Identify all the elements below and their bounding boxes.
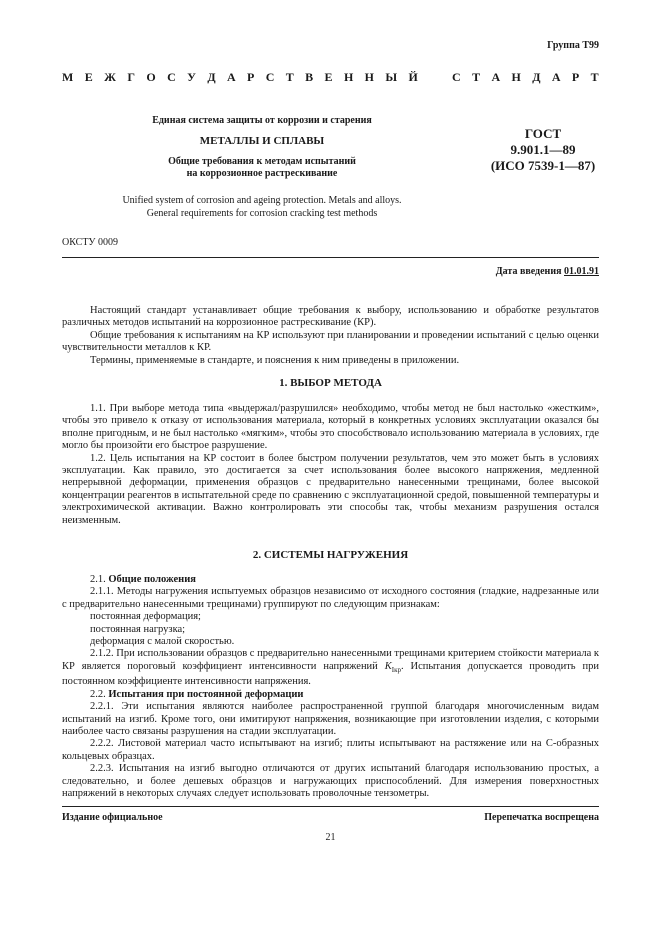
title-block bbox=[62, 114, 462, 220]
metals-title: МЕТАЛЛЫ И СПЛАВЫ bbox=[199, 135, 325, 147]
banner-letter: А bbox=[551, 70, 561, 84]
okstu-code: ОКСТУ 0009 bbox=[62, 237, 119, 248]
introduction-date bbox=[496, 266, 599, 277]
gost-number-block bbox=[478, 126, 608, 174]
banner-letter: С bbox=[167, 70, 176, 84]
clause-2-1-heading bbox=[62, 574, 599, 586]
banner-letter: Д bbox=[532, 70, 541, 84]
subtitle-line-1: Общие требования к методам испытаний bbox=[168, 156, 356, 167]
english-line-1: Unified system of corrosion and ageing protection. Metals and alloys. bbox=[122, 195, 402, 206]
banner-letter: Е bbox=[324, 70, 333, 84]
reprint-prohibited: Перепечатка воспрещена bbox=[484, 812, 599, 823]
banner-letter: М bbox=[62, 70, 74, 84]
header-divider bbox=[62, 257, 599, 258]
english-line-2: General requirements for corrosion cracking test methods bbox=[146, 208, 378, 219]
section-2-body bbox=[62, 574, 599, 800]
page-number: 21 bbox=[325, 832, 336, 843]
banner-letter: Т bbox=[590, 70, 599, 84]
banner-letter: Н bbox=[364, 70, 374, 84]
clause-2-2-title: Испытания при постоянной деформации bbox=[108, 688, 304, 700]
banner-letter: Р bbox=[247, 70, 255, 84]
banner-letter: А bbox=[491, 70, 501, 84]
banner-letter: О bbox=[146, 70, 156, 84]
clause-2-1-2 bbox=[62, 648, 599, 688]
banner-letter: Г bbox=[127, 70, 135, 84]
english-title bbox=[62, 194, 462, 220]
clause-2-1-2-text-b: . Испытания допускается проводить при постоянном коэффициенте интенсивности напряжения. bbox=[62, 660, 600, 688]
list-item: постоянная деформация; bbox=[90, 611, 201, 623]
section-1-heading: 1. ВЫБОР МЕТОДА bbox=[279, 377, 382, 389]
standard-banner bbox=[62, 70, 599, 85]
list-item: постоянная нагрузка; bbox=[90, 623, 186, 635]
banner-letter: У bbox=[187, 70, 196, 84]
intro-date-value: 01.01.91 bbox=[564, 266, 599, 277]
clause-1-1: 1.1. При выборе метода типа «выдержал/разрушился» необходимо, чтобы метод не был настолько «жестким», чтобы это привело к отказу от использования материала, который в конкретных условиях эксплуатации оказался бы вполне пригодным, и не был настолько «мягким», чтобы это способствовало использованию материала в условиях, где могло бы произойти его быстрое разрушение. bbox=[62, 403, 599, 452]
clause-1-2: 1.2. Цель испытания на КР состоит в более быстром получении результатов, чем это может быть в условиях эксплуатации. Как правило, это достигается за счет использования более высокого напряжения, медленной непрерывной деформации, применения образцов с предварительно нанесенными трещинами, более высокой концентрации реагентов в испытательной среде по сравнению с эксплуатационной средой, повышенной температуры и электрохимической активации. Важно контролировать эти способы так, чтобы механизм разрушения остался неизменным. bbox=[62, 452, 599, 526]
clause-2-2-3: 2.2.3. Испытания на изгиб выгодно отличаются от других испытаний благодаря использованию простых, а следовательно, и более дешевых образцов и нагружающих приспособлений. Для измерения поверхностных напряжений в некоторых случаях следует использовать проволочные тензометры. bbox=[62, 763, 599, 799]
banner-letter: Ж bbox=[104, 70, 116, 84]
banner-letter: Ы bbox=[385, 70, 398, 84]
banner-letter: Н bbox=[343, 70, 354, 84]
banner-letter: Т bbox=[285, 70, 294, 84]
clause-2-2-heading bbox=[62, 689, 599, 701]
banner-letter: Т bbox=[472, 70, 481, 84]
gost-label: ГОСТ bbox=[524, 126, 562, 141]
footer-divider bbox=[62, 806, 599, 807]
intro-paragraph: Общие требования к испытаниям на КР используют при планировании и проведении испытаний с целью оценки чувствительности металлов к КР. bbox=[62, 329, 599, 354]
banner-letter: А bbox=[226, 70, 236, 84]
clause-2-2-1: 2.2.1. Эти испытания являются наиболее распространенной группой благодаря многочисленным видам испытаний на изгиб. Кроме того, они имитируют напряжения, возникающие при изготовлении изделия, с которыми наиболее часто связаны разрушения на стадии эксплуатации. bbox=[62, 701, 599, 737]
clause-2-1-title: Общие положения bbox=[108, 574, 196, 585]
list-item: деформация с малой скоростью. bbox=[90, 636, 235, 648]
banner-letter: Д bbox=[207, 70, 216, 84]
gost-number: 9.901.1—89 bbox=[510, 142, 576, 157]
intro-date-label: Дата введения bbox=[495, 266, 562, 277]
intro-paragraph: Настоящий стандарт устанавливает общие требования к выбору, использованию и обработке результатов различных методов испытаний на коррозионное растрескивание (КР). bbox=[62, 305, 599, 329]
subtitle-line-2: на коррозионное растрескивание bbox=[186, 168, 338, 179]
banner-letter: С bbox=[452, 70, 461, 84]
banner-letter: Й bbox=[408, 70, 418, 84]
intro-paragraph: Термины, применяемые в стандарте, и пояснения к ним приведены в приложении. bbox=[90, 354, 460, 366]
kic-subscript: Iкр bbox=[391, 665, 401, 674]
kic-symbol: K bbox=[384, 660, 392, 672]
official-edition: Издание официальное bbox=[62, 812, 163, 823]
section-2-heading: 2. СИСТЕМЫ НАГРУЖЕНИЯ bbox=[252, 549, 409, 561]
banner-letter: В bbox=[305, 70, 314, 84]
system-title: Единая система защиты от коррозии и старения bbox=[152, 115, 372, 126]
clause-2-1-number: 2.1. bbox=[90, 574, 106, 585]
group-code: Группа Т99 bbox=[547, 40, 599, 51]
clause-2-2-2: 2.2.2. Листовой материал часто испытывают на изгиб; плиты испытывают на растяжение или на С-образных кольцевых образцах. bbox=[62, 738, 599, 762]
clause-2-1-2-text-a: 2.1.2. При использовании образцов с предварительно нанесенными трещинами критерием стойкости материала к КР является пороговый коэффициент интенсивности напряжений bbox=[62, 648, 599, 672]
document-subtitle bbox=[62, 156, 462, 180]
banner-letter: Р bbox=[571, 70, 580, 84]
iso-number: (ИСО 7539-1—87) bbox=[490, 158, 596, 173]
banner-letter: Е bbox=[84, 70, 93, 84]
banner-letter: С bbox=[265, 70, 275, 84]
section-1-body bbox=[62, 403, 599, 527]
clause-2-2-number: 2.2. bbox=[90, 688, 106, 700]
banner-letter: Н bbox=[511, 70, 521, 84]
clause-2-1-1: 2.1.1. Методы нагружения испытуемых образцов независимо от исходного состояния (гладкие, надрезанные или с предварительно нанесенными трещинами) группируют по следующим признакам: bbox=[62, 586, 599, 610]
intro-section bbox=[62, 305, 599, 367]
